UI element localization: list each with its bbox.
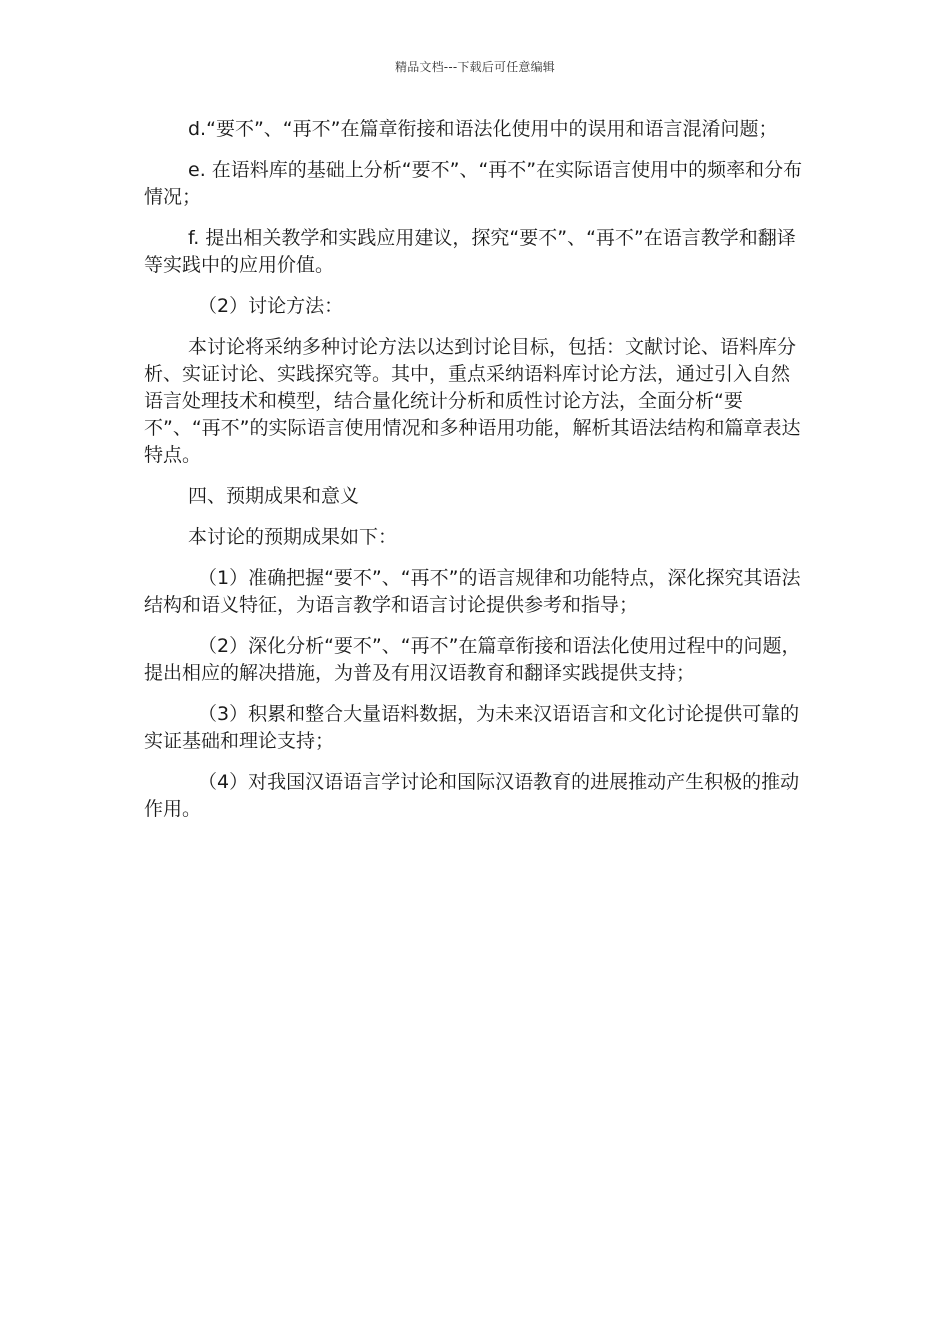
document-body [144,116,808,837]
paragraph-outcomes-intro: 本讨论的预期成果如下： [188,526,398,548]
paragraph-item-d: d.“要不”、“再不”在篇章衔接和语法化使用中的误用和语言混淆问题； [188,118,778,140]
paragraph-methods: 本讨论将采纳多种讨论方法以达到讨论目标，包括：文献讨论、语料库分析、实证讨论、实践探究等。其中，重点采纳语料库讨论方法，通过引入自然语言处理技术和模型，结合量化统计分析和质性讨论方法，全面分析“要不”、“再不”的实际语言使用情况和多种语用功能，解析其语法结构和篇章表达特点。 [144,336,801,466]
outcome-item-2: （2）深化分析“要不”、“再不”在篇章衔接和语法化使用过程中的问题，提出相应的解决措施，为普及有用汉语教育和翻译实践提供支持； [144,635,801,684]
page-header: 精品文档---下载后可任意编辑 [395,60,555,74]
section-heading-outcomes: 四、预期成果和意义 [188,485,360,507]
outcome-item-3: （3）积累和整合大量语料数据，为未来汉语语言和文化讨论提供可靠的实证基础和理论支持； [144,703,800,752]
section-heading-methods: （2）讨论方法： [198,295,344,317]
outcome-item-1: （1）准确把握“要不”、“再不”的语言规律和功能特点，深化探究其语法结构和语义特征，为语言教学和语言讨论提供参考和指导； [144,567,801,616]
outcome-item-4: （4）对我国汉语语言学讨论和国际汉语教育的进展推动产生积极的推动作用。 [144,771,800,820]
paragraph-item-e: e. 在语料库的基础上分析“要不”、“再不”在实际语言使用中的频率和分布情况； [144,159,803,208]
paragraph-item-f: f. 提出相关教学和实践应用建议，探究“要不”、“再不”在语言教学和翻译等实践中的应用价值。 [144,227,796,276]
